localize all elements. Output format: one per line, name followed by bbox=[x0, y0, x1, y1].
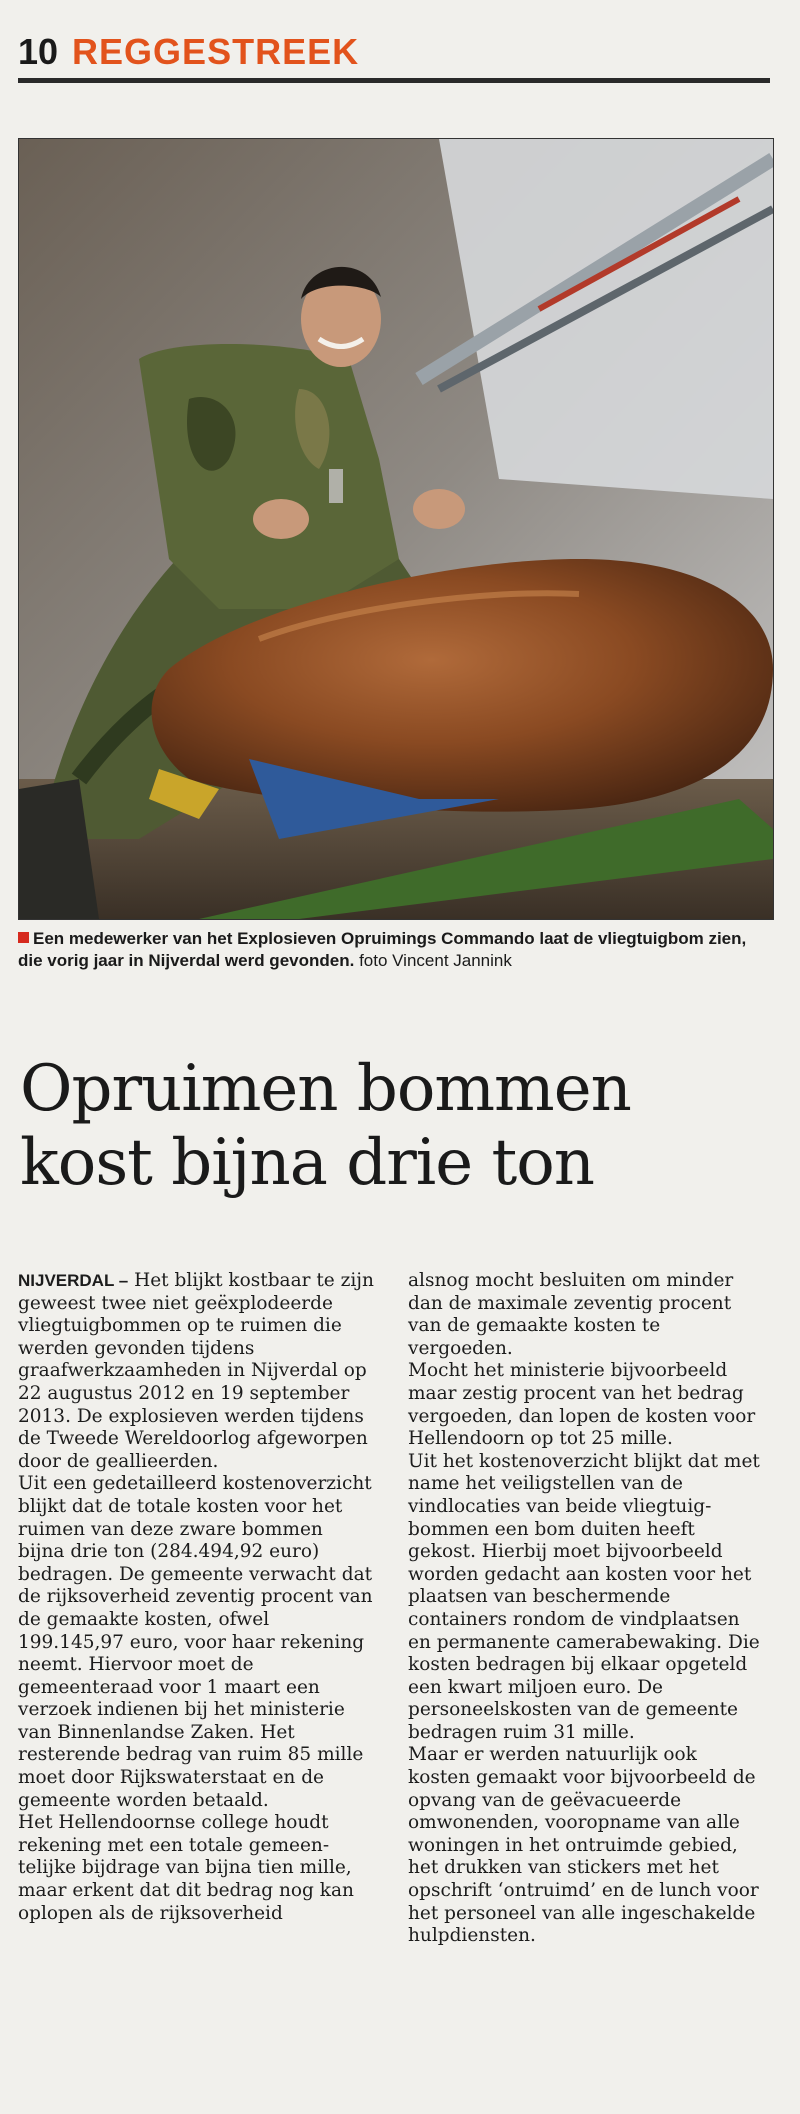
header-rule bbox=[18, 78, 770, 83]
article-paragraph: Uit het kostenoverzicht blijkt dat met name het veiligstellen van de vindlocaties van beide vliegtuigbommen een bom duiten heeft gekost. Hierbij moet bijvoorbeeld worden gedacht aan kosten voor het plaatsen van beschermende containers rondom de vindplaatsen en permanente camerabewaking. Die kosten bedragen bij elkaar opgeteld een kwart miljoen euro. De personeelskosten van de gemeente bedragen ruim 31 mille. bbox=[408, 1450, 760, 1743]
headline-line-2: kost bijna drie ton bbox=[20, 1126, 594, 1200]
page-number: 10 bbox=[18, 31, 59, 72]
article-photo bbox=[18, 138, 774, 920]
caption-text: Een medewerker van het Explosieven Opruimings Commando laat de vliegtuigbom zien, die vorig jaar in Nijverdal werd gevonden. bbox=[18, 929, 747, 970]
section-title: REGGESTREEK bbox=[72, 31, 360, 72]
dateline: NIJVERDAL – bbox=[18, 1271, 129, 1290]
headline-line-1: Opruimen bommen bbox=[20, 1052, 631, 1126]
photo-credit: foto Vincent Jannink bbox=[359, 951, 512, 970]
article-paragraph: Uit een gedetailleerd kostenoverzicht blijkt dat de totale kosten voor het ruimen van deze zware bommen bijna drie ton (284.494,92 euro) bedragen. De gemeente verwacht dat de rijksoverheid zeventig procent van de gemaakte kosten, ofwel 199.145,97 euro, voor haar rekening neemt. Hiervoor moet de gemeenteraad voor 1 maart een verzoek indienen bij het ministerie van Binnenlandse Zaken. Het resterende bedrag van ruim 85 mille moet door Rijkswaterstaat en de gemeente worden betaald. bbox=[18, 1473, 373, 1811]
article-column-right bbox=[408, 1270, 764, 1948]
article-paragraph: Mocht het ministerie bijvoorbeeld maar zestig procent van het bedrag vergoeden, dan lopen de kosten voor Hellendoorn op tot 25 mille. bbox=[408, 1360, 756, 1450]
article-paragraph: Maar er werden natuurlijk ook kosten gemaakt voor bijvoorbeeld de opvang van de geëvacueerde omwonenden, vooropname van alle woningen in het ontruimde gebied, het drukken van stickers met het opschrift ‘ontruimd’ en de lunch voor het personeel van alle ingeschakelde hulpdiensten. bbox=[408, 1744, 759, 1947]
caption-marker bbox=[18, 932, 29, 943]
article-paragraph bbox=[18, 1270, 374, 1473]
article-paragraph: alsnog mocht besluiten om minder dan de maximale zeventig procent van de gemaakte kosten te vergoeden. bbox=[408, 1270, 734, 1359]
page-header bbox=[18, 10, 770, 70]
photo-caption bbox=[18, 928, 770, 972]
article-headline bbox=[20, 1052, 780, 1200]
article-column-left bbox=[18, 1270, 374, 1925]
photo-illustration bbox=[19, 139, 773, 919]
article-paragraph: Het Hellendoornse college houdt rekening met een totale gemeentelijke bijdrage van bijna tien mille, maar erkent dat dit bedrag nog kan oplopen als de rijksoverheid bbox=[18, 1812, 354, 1924]
paragraph-text: Het blijkt kostbaar te zijn geweest twee niet geëxplodeerde vliegtuigbommen op te ruimen die werden gevonden tijdens graafwerkzaamheden in Nijverdal op 22 augustus 2012 en 19 september 2013. De explosieven werden tijdens de Tweede Wereldoorlog afgeworpen door de geallieerden. bbox=[18, 1270, 374, 1472]
